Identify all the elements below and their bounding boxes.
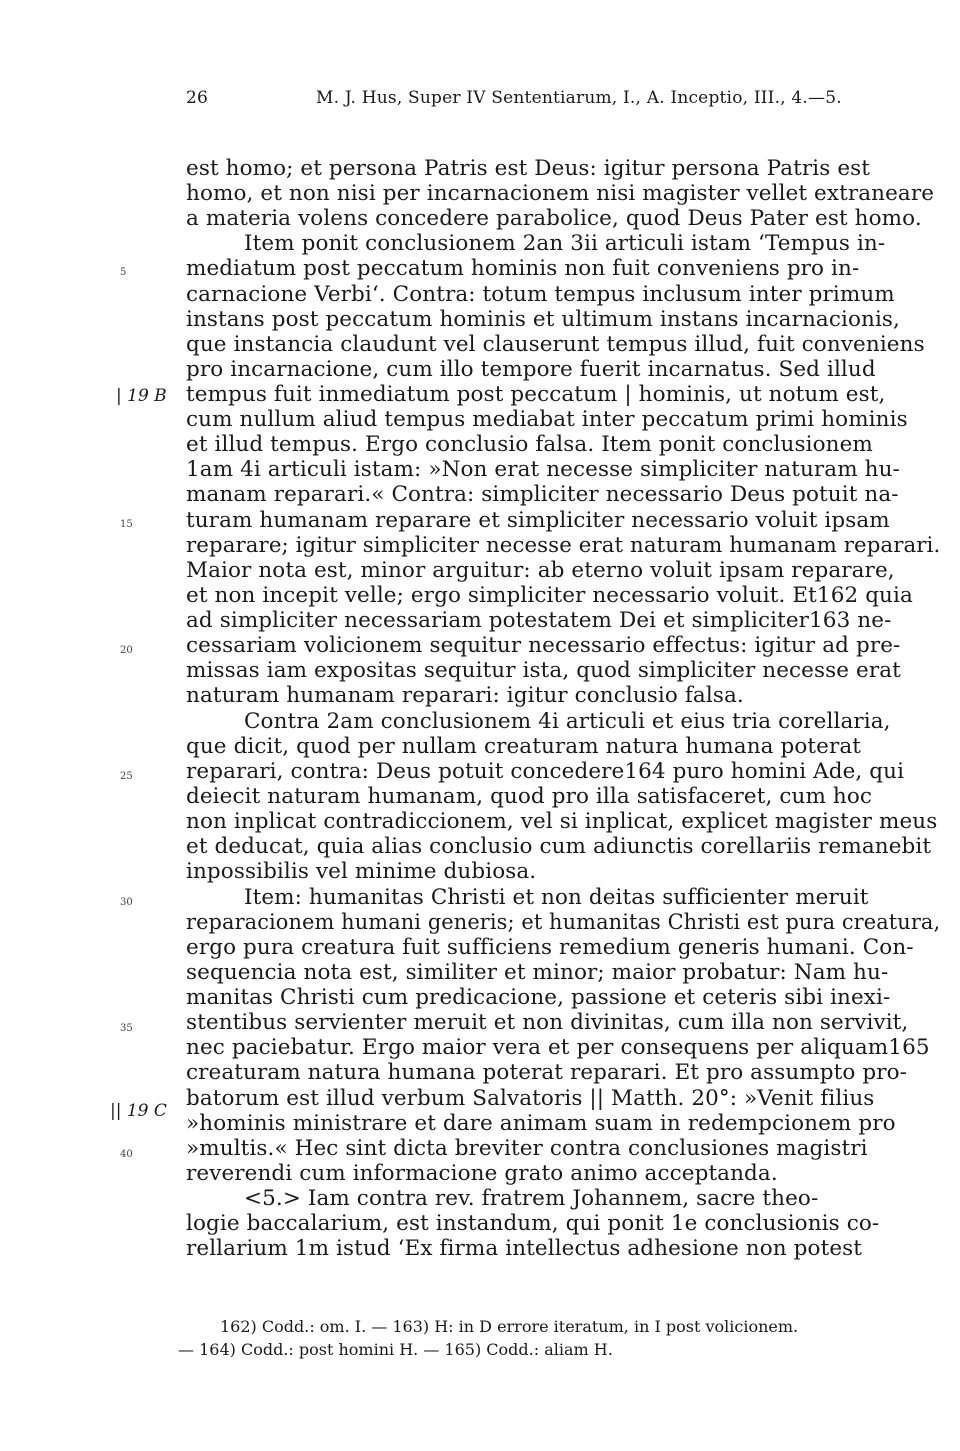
text-line: »multis.« Hec sint dicta breviter contra conclusiones magistri <box>186 1136 868 1161</box>
text-line: »hominis ministrare et dare animam suam in redempcionem pro <box>186 1111 896 1136</box>
text-line: creaturam natura humana poterat reparari. Et pro assumpto pro- <box>186 1060 908 1085</box>
line-number: 40 <box>120 1149 133 1160</box>
text-line: deiecit naturam humanam, quod pro illa satisfaceret, cum hoc <box>186 784 873 809</box>
text-line: manam reparari.« Contra: simpliciter necessario Deus potuit na- <box>186 482 899 507</box>
text-line: manitas Christi cum predicacione, passione et ceteris sibi inexi- <box>186 985 891 1010</box>
text-line: inpossibilis vel minime dubiosa. <box>186 859 537 884</box>
text-line: batorum est illud verbum Salvatoris || Matth. 20°: »Venit filius <box>186 1086 875 1111</box>
text-line: et deducat, quia alias conclusio cum adiunctis corellariis remanebit <box>186 834 932 859</box>
text-line: cum nullum aliud tempus mediabat inter peccatum primi hominis <box>186 407 908 432</box>
text-line: tempus fuit inmediatum post peccatum | hominis, ut notum est, <box>186 382 886 407</box>
text-line: instans post peccatum hominis et ultimum instans incarnacionis, <box>186 307 900 332</box>
text-line: a materia volens concedere parabolice, quod Deus Pater est homo. <box>186 206 922 231</box>
text-line: reverendi cum informacione grato animo acceptanda. <box>186 1161 778 1186</box>
line-number: 15 <box>120 519 133 530</box>
text-line: carnacione Verbi‘. Contra: totum tempus inclusum inter primum <box>186 282 895 307</box>
text-line: naturam humanam reparari: igitur conclusio falsa. <box>186 683 744 708</box>
text-line: que instancia claudunt vel clauserunt tempus illud, fuit conveniens <box>186 332 925 357</box>
page-number: 26 <box>186 88 209 108</box>
text-line: homo, et non nisi per incarnacionem nisi magister vellet extraneare <box>186 181 935 206</box>
footnote: — 164) Codd.: post homini H. — 165) Codd.: aliam H. <box>178 1340 613 1359</box>
text-line: Contra 2am conclusionem 4i articuli et eius tria corellaria, <box>244 709 891 734</box>
text-line: <5.> Iam contra rev. fratrem Johannem, sacre theo- <box>244 1186 819 1211</box>
text-line: sequencia nota est, similiter et minor; maior probatur: Nam hu- <box>186 960 889 985</box>
text-line: et illud tempus. Ergo conclusio falsa. Item ponit conclusionem <box>186 432 873 457</box>
text-line: reparare; igitur simpliciter necesse erat naturam humanam reparari. <box>186 533 941 558</box>
line-number: 20 <box>120 645 133 656</box>
line-number: 35 <box>120 1023 133 1034</box>
text-line: logie baccalarium, est instandum, qui ponit 1e conclusionis co- <box>186 1211 880 1236</box>
text-line: Maior nota est, minor arguitur: ab eterno voluit ipsam reparare, <box>186 558 895 583</box>
text-line: mediatum post peccatum hominis non fuit conveniens pro in- <box>186 256 860 281</box>
line-number: 5 <box>120 267 127 278</box>
text-line: 1am 4i articuli istam: »Non erat necesse simpliciter naturam hu- <box>186 457 900 482</box>
text-line: ad simpliciter necessariam potestatem Dei et simpliciter163 ne- <box>186 608 892 633</box>
text-line: reparacionem humani generis; et humanitas Christi est pura creatura, <box>186 910 941 935</box>
text-line: rellarium 1m istud ‘Ex firma intellectus adhesione non potest <box>186 1236 863 1261</box>
text-line: stentibus servienter meruit et non divinitas, cum illa non servivit, <box>186 1010 909 1035</box>
text-line: est homo; et persona Patris est Deus: igitur persona Patris est <box>186 156 871 181</box>
text-line: et non incepit velle; ergo simpliciter necessario voluit. Et162 quia <box>186 583 913 608</box>
folio-margin-note: || 19 C <box>110 1101 167 1121</box>
text-line: reparari, contra: Deus potuit concedere164 puro homini Ade, qui <box>186 759 905 784</box>
footnote: 162) Codd.: om. I. — 163) H: in D errore iteratum, in I post volicionem. <box>220 1317 799 1336</box>
text-line: pro incarnacione, cum illo tempore fuerit incarnatus. Sed illud <box>186 357 876 382</box>
running-title: M. J. Hus, Super IV Sententiarum, I., A. Inceptio, III., 4.—5. <box>316 88 842 108</box>
text-line: missas iam expositas sequitur ista, quod simpliciter necesse erat <box>186 658 901 683</box>
text-line: ergo pura creatura fuit sufficiens remedium generis humani. Con- <box>186 935 914 960</box>
text-line: Item: humanitas Christi et non deitas sufficienter meruit <box>244 885 869 910</box>
text-line: que dicit, quod per nullam creaturam natura humana poterat <box>186 734 862 759</box>
text-line: Item ponit conclusionem 2an 3ii articuli istam ‘Tempus in- <box>244 231 886 256</box>
text-line: non inplicat contradiccionem, vel si inplicat, explicet magister meus <box>186 809 938 834</box>
folio-margin-note: | 19 B <box>116 386 167 406</box>
line-number: 30 <box>120 897 133 908</box>
line-number: 25 <box>120 771 133 782</box>
text-line: nec paciebatur. Ergo maior vera et per consequens per aliquam165 <box>186 1035 930 1060</box>
text-line: cessariam volicionem sequitur necessario effectus: igitur ad pre- <box>186 633 901 658</box>
text-line: turam humanam reparare et simpliciter necessario voluit ipsam <box>186 508 890 533</box>
